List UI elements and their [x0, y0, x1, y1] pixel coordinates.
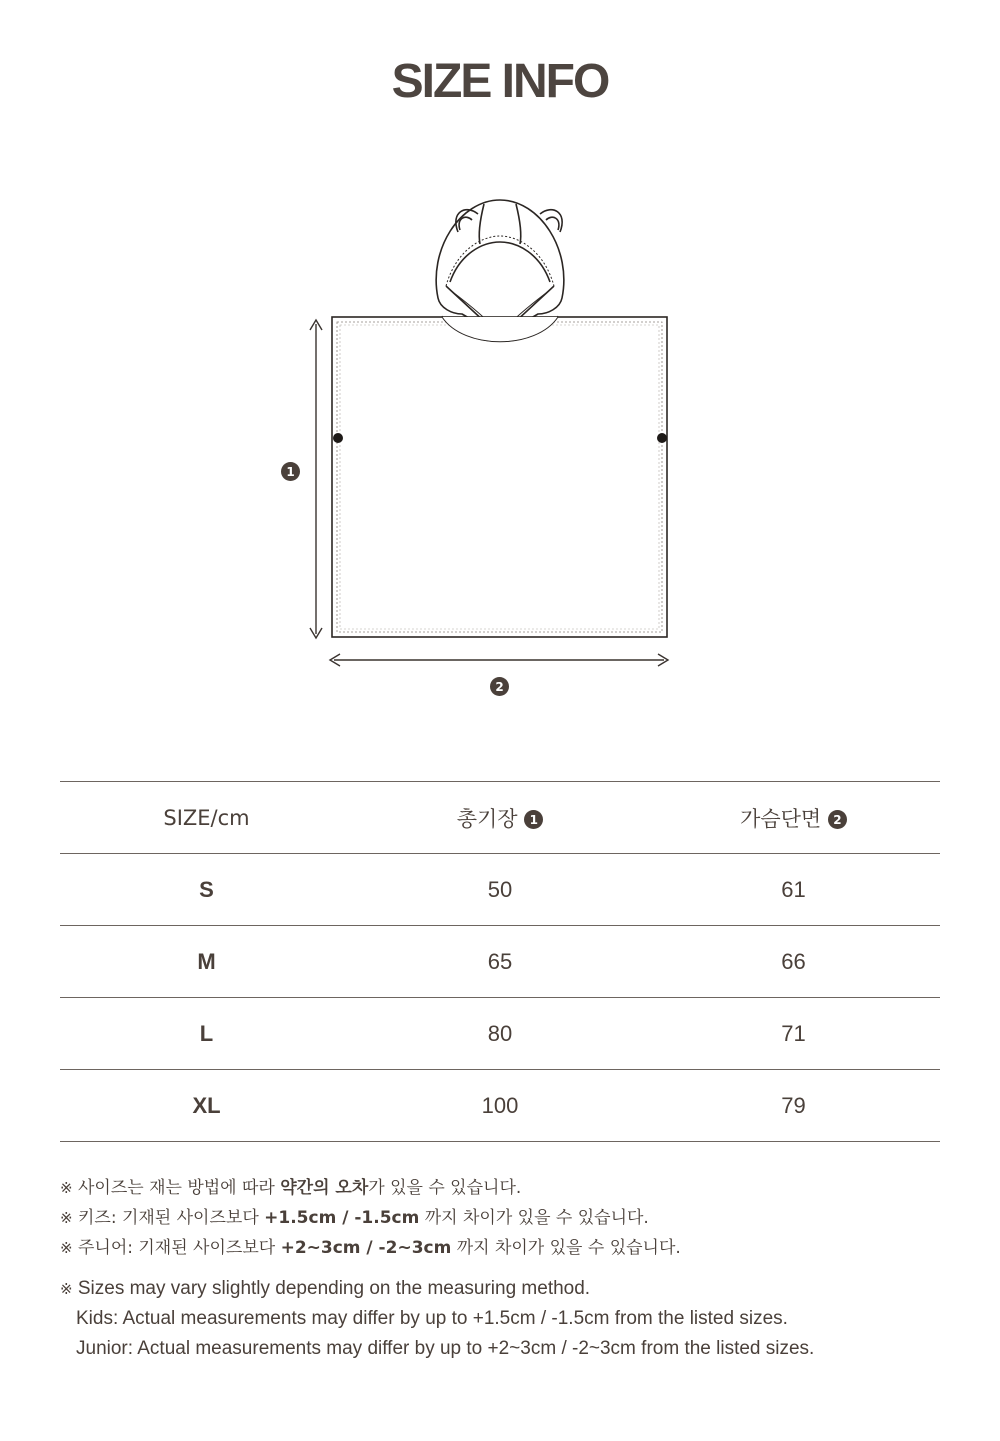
- length-cell: 50: [353, 854, 647, 926]
- note-line: ※ 사이즈는 재는 방법에 따라 약간의 오차가 있을 수 있습니다.: [60, 1178, 522, 1198]
- notes-english: [60, 1274, 960, 1364]
- chest-cell: 71: [647, 998, 940, 1070]
- width-marker-badge: 2: [490, 677, 509, 696]
- note-line: ※ 키즈: 기재된 사이즈보다 +1.5cm / -1.5cm 까지 차이가 있을 수 있습니다.: [60, 1208, 649, 1228]
- notes-korean: [60, 1173, 960, 1263]
- poncho-diagram: [270, 190, 690, 710]
- size-cell: L: [60, 998, 353, 1070]
- header-marker-1: 1: [524, 810, 543, 829]
- length-marker-badge: 1: [281, 462, 300, 481]
- note-line: ※ 주니어: 기재된 사이즈보다 +2~3cm / -2~3cm 까지 차이가 있을 수 있습니다.: [60, 1238, 681, 1258]
- table-row: [60, 998, 940, 1070]
- poncho-illustration: [270, 190, 690, 710]
- page-title: SIZE INFO: [391, 55, 609, 108]
- note-line: Kids: Actual measurements may differ by up to +1.5cm / -1.5cm from the listed sizes.: [76, 1308, 788, 1329]
- header-size: SIZE/cm: [60, 782, 353, 854]
- header-total-length: 총기장 1: [353, 782, 647, 854]
- note-line: ※ Sizes may vary slightly depending on the measuring method.: [60, 1278, 591, 1299]
- side-dot-right: [657, 433, 667, 443]
- table-row: [60, 1070, 940, 1142]
- size-cell: XL: [60, 1070, 353, 1142]
- header-marker-2: 2: [828, 810, 847, 829]
- table-row: [60, 926, 940, 998]
- length-cell: 65: [353, 926, 647, 998]
- length-cell: 80: [353, 998, 647, 1070]
- table-row: [60, 854, 940, 926]
- chest-cell: 79: [647, 1070, 940, 1142]
- side-dot-left: [333, 433, 343, 443]
- table-header-row: [60, 782, 940, 854]
- note-line: Junior: Actual measurements may differ by up to +2~3cm / -2~3cm from the listed sizes.: [76, 1338, 815, 1359]
- size-cell: M: [60, 926, 353, 998]
- chest-cell: 61: [647, 854, 940, 926]
- size-table: [60, 781, 940, 1142]
- length-cell: 100: [353, 1070, 647, 1142]
- chest-cell: 66: [647, 926, 940, 998]
- header-chest-width: 가슴단면 2: [647, 782, 940, 854]
- size-cell: S: [60, 854, 353, 926]
